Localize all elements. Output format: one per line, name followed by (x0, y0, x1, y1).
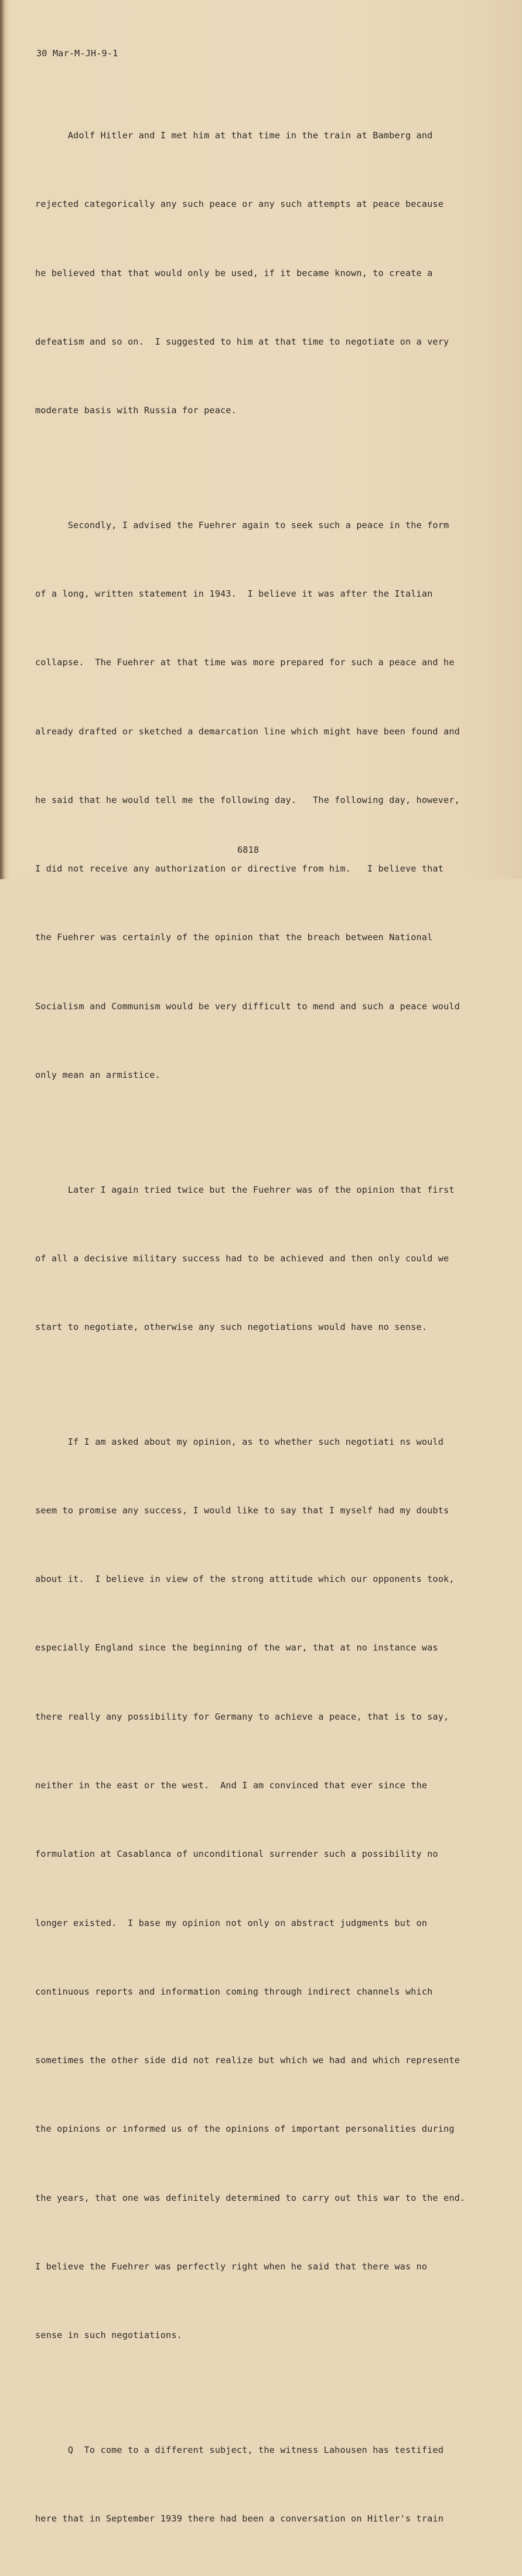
text-line: of a long, written statement in 1943. I believe it was after the Italian (35, 588, 433, 600)
text-line: defeatism and so on. I suggested to him at that time to negotiate on a very (35, 336, 449, 348)
text-line: sometimes the other side did not realize but which we had and which represente (35, 2055, 460, 2066)
text-line: I believe the Fuehrer was perfectly right when he said that there was no (35, 2261, 428, 2272)
text-line: the opinions or informed us of the opinions of important personalities during (35, 2124, 455, 2135)
text-line: he believed that that would only be used, if it became known, to create a (35, 267, 433, 278)
text-line: Secondly, I advised the Fuehrer again to seek such a peace in the form (35, 519, 449, 530)
paper-edge-shading (481, 0, 522, 879)
page-number: 6818 (237, 845, 260, 855)
paragraph-5 (35, 2393, 480, 2576)
text-line: sense in such negotiations. (35, 2330, 182, 2341)
text-line: here that in September 1939 there had been a conversation on Hitler's train (35, 2513, 444, 2524)
document-body (35, 79, 480, 2576)
text-line: especially England since the beginning of the war, that at no instance was (35, 1642, 438, 1653)
text-line: formulation at Casablanca of unconditional surrender such a possibility no (35, 1849, 438, 1860)
text-line: I did not receive any authorization or directive from him. I believe that (35, 863, 444, 874)
text-line: already drafted or sketched a demarcation line which might have been found and (35, 726, 460, 737)
text-line: If I am asked about my opinion, as to whether such negotiati ns would (35, 1436, 444, 1447)
text-line: only mean an armistice. (35, 1070, 161, 1081)
text-line: Q To come to a different subject, the witness Lahousen has testified (35, 2444, 444, 2455)
text-line: of all a decisive military success had to be achieved and then only could we (35, 1253, 449, 1264)
text-line: collapse. The Fuehrer at that time was more prepared for such a peace and he (35, 657, 455, 668)
text-line: seem to promise any success, I would like to say that I myself had my doubts (35, 1505, 449, 1516)
paragraph-2 (35, 468, 480, 1133)
document-id: 30 Mar-M-JH-9-1 (36, 48, 118, 59)
text-line: neither in the east or the west. And I am convinced that ever since the (35, 1779, 428, 1791)
text-line: the years, that one was definitely determined to carry out this war to the end. (35, 2192, 466, 2203)
text-line: he said that he would tell me the following day. The following day, however, (35, 794, 460, 805)
paragraph-3 (35, 1132, 480, 1384)
text-line: the Fuehrer was certainly of the opinion that the breach between National (35, 932, 433, 943)
paragraph-4 (35, 1384, 480, 2393)
text-line: about it. I believe in view of the strong attitude which our opponents took, (35, 1574, 455, 1585)
text-line: continuous reports and information coming through indirect channels which (35, 1986, 433, 1997)
text-line: there really any possibility for Germany to achieve a peace, that is to say, (35, 1711, 449, 1722)
text-line: Socialism and Communism would be very difficult to mend and such a peace would (35, 1001, 460, 1012)
text-line: moderate basis with Russia for peace. (35, 405, 237, 416)
text-line: start to negotiate, otherwise any such negotiations would have no sense. (35, 1322, 428, 1333)
text-line: Later I again tried twice but the Fuehrer was of the opinion that first (35, 1184, 455, 1195)
text-line: Adolf Hitler and I met him at that time in the train at Bamberg and (35, 130, 433, 141)
paragraph-1 (35, 79, 480, 468)
text-line: rejected categorically any such peace or any such attempts at peace because (35, 199, 444, 210)
text-line: longer existed. I base my opinion not only on abstract judgments but on (35, 1917, 428, 1928)
